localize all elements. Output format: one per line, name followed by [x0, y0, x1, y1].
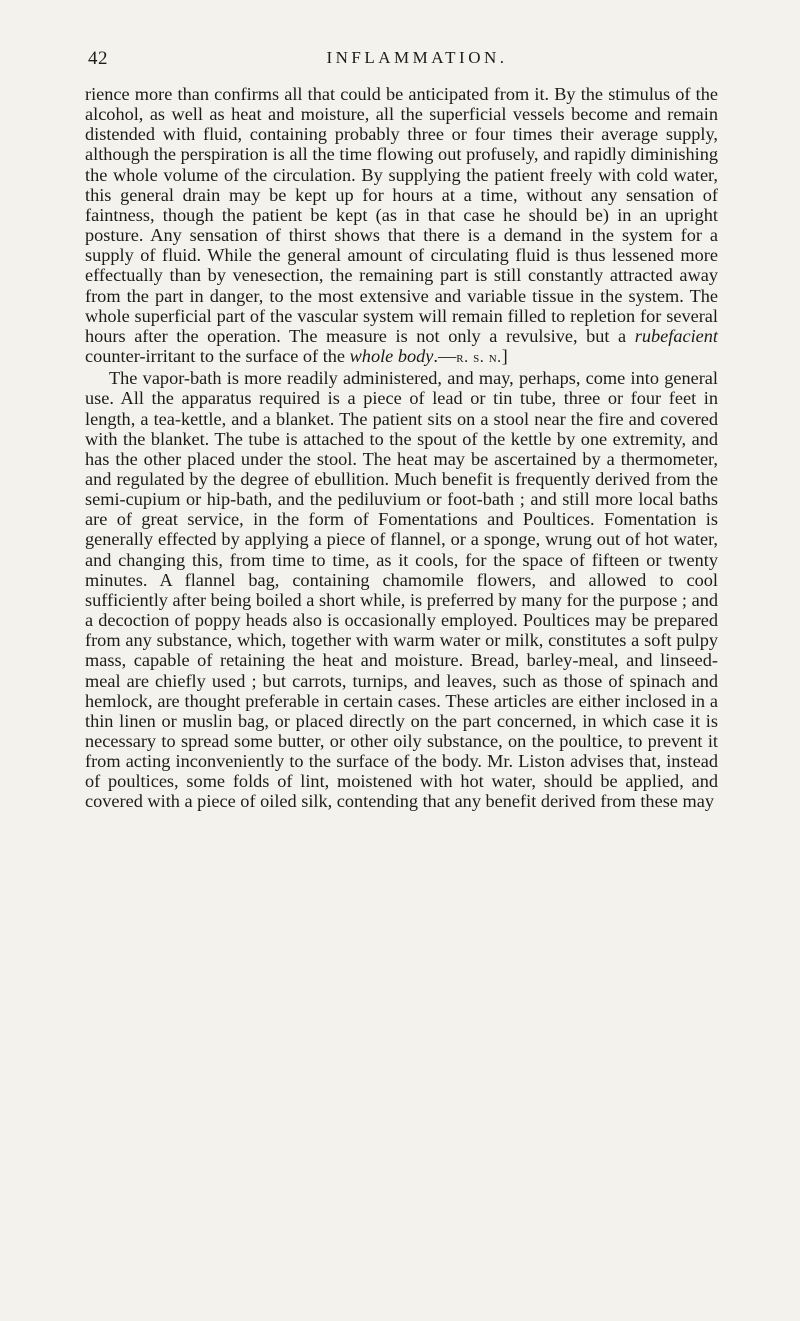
body-text	[85, 84, 718, 812]
page-number: 42	[88, 48, 108, 69]
paragraph-vapor-bath: The vapor-bath is more readily administered, and may, perhaps, come into general use. All the apparatus required is a piece of lead or tin tube, three or four feet in length, a tea-kettle, and a blanket. The patient sits on a stool near the fire and covered with the blanket. The tube is attached to the spout of the kettle by one extremity, and has the other placed under the stool. The heat may be ascertained by a thermometer, and regulated by the degree of ebullition. Much benefit is frequently derived from the semi-cupium or hip-bath, and the pediluvium or foot-bath ; and still more local baths are of great service, in the form of Fomentations and Poultices. Fomentation is generally effected by applying a piece of flannel, or a sponge, wrung out of hot water, and changing this, from time to time, as it cools, for the space of fifteen or twenty minutes. A flannel bag, containing chamomile flowers, and allowed to cool sufficiently after being boiled a short while, is preferred by many for the purpose ; and a decoction of poppy heads also is occasionally employed. Poultices may be prepared from any substance, which, together with warm water or milk, constitutes a soft pulpy mass, capable of retaining the heat and moisture. Bread, barley-meal, and linseed-meal are chiefly used ; but carrots, turnips, and leaves, such as those of spinach and hemlock, are thought preferable in certain cases. These articles are either inclosed in a thin linen or muslin bag, or placed directly on the part concerned, in which case it is necessary to spread some butter, or other oily substance, on the poultice, to prevent it from acting inconveniently to the surface of the body. Mr. Liston advises that, instead of poultices, some folds of lint, moistened with hot water, should be applied, and covered with a piece of oiled silk, contending that any benefit derived from these may	[85, 368, 718, 812]
text-run: .—	[433, 346, 457, 367]
paragraph-continuation	[85, 84, 718, 368]
author-initials: r. s. n.	[456, 349, 502, 367]
page-header	[88, 48, 716, 78]
text-run: rience more than confirms all that could be anticipated from it. By the stimulus of the alcohol, as well as heat and moisture, all the superficial vessels become and remain distended with fluid, containing probably three or four times their average supply, although the perspiration is all the time flowing out profusely, and rapidly diminishing the whole volume of the circulation. By supplying the patient freely with cold water, this general drain may be kept up for hours at a time, without any sensation of faintness, though the patient be kept (as in that case he should be) in an upright posture. Any sensation of thirst shows that there is a demand in the system for a supply of fluid. While the general amount of circulating fluid is thus lessened more effectually than by venesection, the remaining part is still constantly attracted away from the part in danger, to the most extensive and variable tissue in the system. The whole superficial part of the vascular system will remain filled to repletion for several hours after the operation. The measure is not only a revulsive, but a	[85, 84, 718, 346]
text-run: ]	[501, 346, 508, 367]
italic-term-whole-body: whole body	[349, 346, 434, 367]
running-title: INFLAMMATION.	[326, 48, 508, 67]
italic-term-rubefacient: rubefacient	[634, 325, 718, 346]
text-run: counter-irritant to the surface of the	[85, 346, 350, 367]
